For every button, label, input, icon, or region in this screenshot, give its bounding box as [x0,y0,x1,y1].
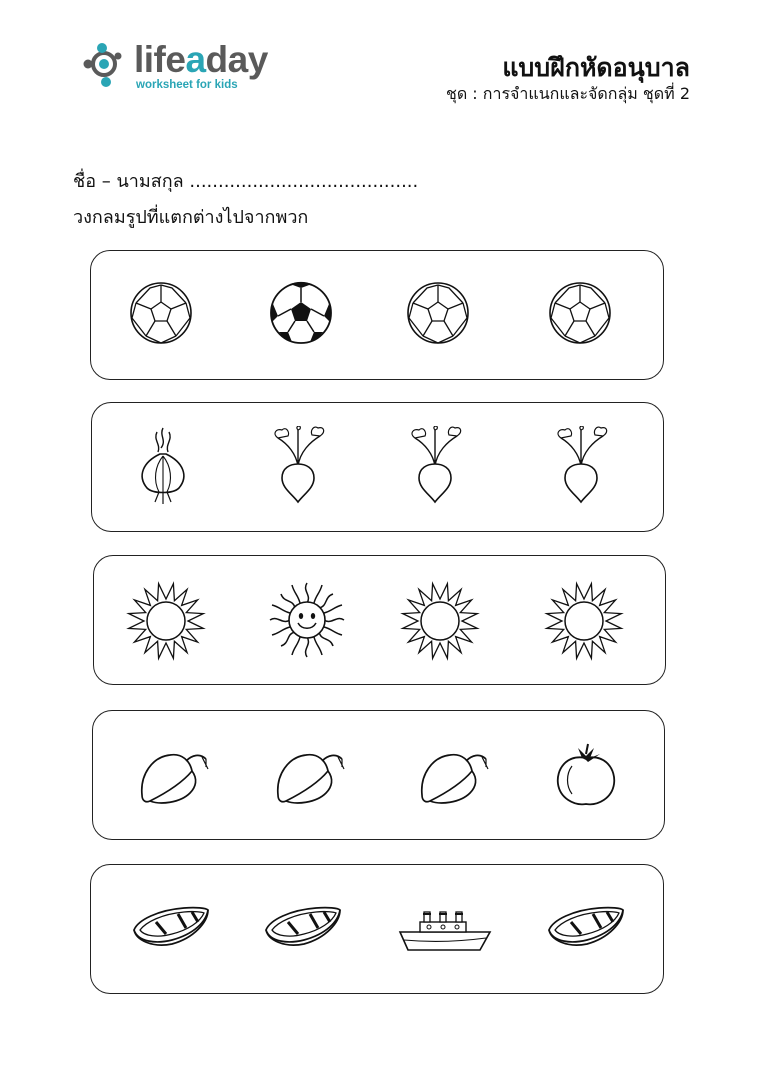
page-title: แบบฝึกหัดอนุบาล [502,53,690,82]
page-subtitle: ชุด : การจำแนกและจัดกลุ่ม ชุดที่ 2 [445,84,690,103]
smiling-sun-icon[interactable] [262,575,352,665]
ball-outline-icon[interactable] [547,280,613,346]
sun-icon[interactable] [125,580,207,662]
acorn-icon[interactable] [272,745,348,807]
ship-icon[interactable] [396,906,494,956]
instruction-text: วงกลมรูปที่แตกต่างไปจากพวก [73,207,309,228]
acorn-icon[interactable] [416,745,492,807]
sun-icon[interactable] [543,580,625,662]
ball-filled-icon[interactable] [268,280,334,346]
acorn-icon[interactable] [136,745,212,807]
beet-icon[interactable] [268,426,328,506]
lifeaday-logo [82,38,282,94]
ball-outline-icon[interactable] [128,280,194,346]
ball-outline-icon[interactable] [405,280,471,346]
onion-icon[interactable] [133,426,193,506]
tomato-icon[interactable] [552,740,620,808]
rowboat-icon[interactable] [128,900,212,954]
beet-icon[interactable] [405,426,465,506]
beet-icon[interactable] [551,426,611,506]
name-field-line[interactable]: ชื่อ – นามสกุล ........................................ [73,171,419,192]
logo-molecule-icon [82,40,132,90]
logo-wordmark: lifeaday [134,39,268,80]
rowboat-icon[interactable] [260,900,344,954]
sun-icon[interactable] [399,580,481,662]
rowboat-icon[interactable] [543,900,627,954]
logo-tagline: worksheet for kids [136,79,238,91]
